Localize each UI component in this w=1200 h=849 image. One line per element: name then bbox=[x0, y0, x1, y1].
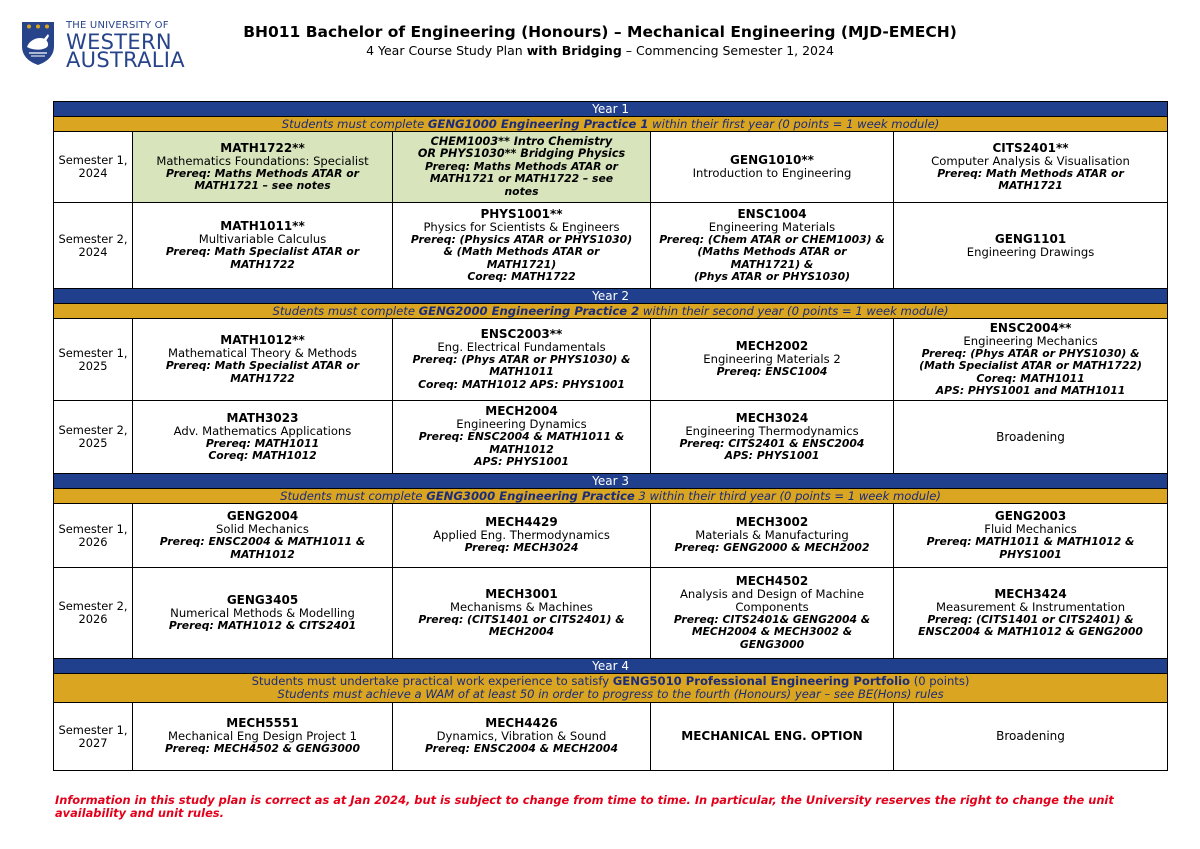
unit-cell bbox=[393, 132, 651, 203]
unit-prerequisite: Prereq: ENSC1004 bbox=[716, 365, 828, 379]
unit-name: Engineering Dynamics bbox=[456, 417, 587, 432]
subtitle-part2: – Commencing Semester 1, 2024 bbox=[621, 43, 834, 58]
requirement-bold-text: GENG2000 Engineering Practice 2 bbox=[418, 303, 640, 318]
unit-name: Multivariable Calculus bbox=[198, 232, 327, 246]
requirement-post-text: 3 within their third year (0 points = 1 week module) bbox=[634, 488, 941, 503]
unit-code: PHYS1001** bbox=[480, 206, 563, 221]
requirement-bold-text: GENG5010 Professional Engineering Portfolio bbox=[612, 674, 911, 688]
unit-code: MATH1722** bbox=[220, 140, 305, 155]
requirement-pre-text: Students must undertake practical work experience to satisfy bbox=[251, 674, 613, 688]
unit-prerequisite: (Phys ATAR or PHYS1030) bbox=[693, 270, 851, 283]
year-requirement-note bbox=[54, 674, 1168, 703]
unit-cell bbox=[393, 401, 651, 474]
unit-code: ENSC1004 bbox=[737, 206, 807, 221]
unit-prerequisite: Prereq: Maths Methods ATAR or bbox=[424, 159, 618, 173]
year-header-row bbox=[54, 289, 1168, 304]
unit-prerequisite: Prereq: CITS2401& GENG2004 & bbox=[673, 612, 871, 626]
unit-cell bbox=[133, 504, 393, 568]
semester-row bbox=[54, 401, 1168, 474]
semester-label: Semester 2, 2024 bbox=[54, 203, 133, 289]
subtitle-part1: 4 Year Course Study Plan bbox=[366, 43, 527, 58]
requirement-bold-text: GENG1000 Engineering Practice 1 bbox=[427, 116, 649, 131]
unit-name: Mechanical Eng Design Project 1 bbox=[167, 729, 358, 744]
year-requirement-row bbox=[54, 304, 1168, 319]
unit-cell bbox=[393, 203, 651, 289]
unit-prerequisite: Coreq: MATH1011 bbox=[976, 371, 1085, 385]
year-requirement-row bbox=[54, 489, 1168, 504]
unit-prerequisite: Prereq: Math Methods ATAR or bbox=[937, 166, 1124, 180]
unit-cell bbox=[133, 401, 393, 474]
unit-code: CITS2401** bbox=[992, 140, 1069, 155]
requirement-post-text: (0 points) bbox=[910, 674, 970, 688]
semester-label: Semester 1, 2025 bbox=[54, 319, 133, 401]
requirement-pre-text: Students must complete bbox=[280, 488, 427, 503]
requirement-pre-text: Students must complete bbox=[281, 116, 428, 131]
unit-prerequisite: APS: PHYS1001 bbox=[474, 455, 569, 469]
unit-cell bbox=[133, 132, 393, 203]
option-unit: MECHANICAL ENG. OPTION bbox=[681, 729, 863, 743]
requirement-line bbox=[54, 118, 1167, 131]
logo-university-of: THE UNIVERSITY OF bbox=[66, 20, 169, 31]
semester-row bbox=[54, 504, 1168, 568]
unit-cell bbox=[651, 132, 894, 203]
unit-name: Analysis and Design of Machine Components bbox=[679, 586, 865, 614]
unit-prerequisite: MECH2004 bbox=[488, 625, 555, 638]
unit-prerequisite: Prereq: ENSC2004 & MATH1011 & bbox=[418, 430, 625, 444]
unit-cell bbox=[894, 319, 1168, 401]
year-label: Year 3 bbox=[54, 474, 1168, 489]
unit-code: GENG1101 bbox=[994, 231, 1067, 246]
unit-prerequisite: APS: PHYS1001 bbox=[724, 449, 820, 462]
unit-prerequisite: MATH1012 bbox=[230, 547, 295, 561]
unit-name: Measurement & Instrumentation bbox=[935, 599, 1126, 614]
unit-cell bbox=[894, 401, 1168, 474]
logo-australia: AUSTRALIA bbox=[66, 48, 185, 72]
semester-label: Semester 1, 2026 bbox=[54, 504, 133, 568]
unit-code: ENSC2004** bbox=[989, 320, 1072, 335]
semester-row bbox=[54, 132, 1168, 203]
unit-prerequisite: Prereq: ENSC2004 & MECH2004 bbox=[425, 742, 618, 756]
unit-prerequisite: Prereq: GENG2000 & MECH2002 bbox=[674, 541, 870, 555]
unit-name: Engineering Mechanics bbox=[963, 333, 1098, 348]
unit-name: Mechanisms & Machines bbox=[450, 599, 593, 614]
unit-code: MECH2002 bbox=[735, 339, 809, 354]
unit-prerequisite: ENSC2004 & MATH1012 & GENG2000 bbox=[918, 625, 1143, 638]
requirement-post-text: within their first year (0 points = 1 week module) bbox=[648, 116, 940, 131]
unit-code: MATH1012** bbox=[220, 333, 305, 347]
document-header bbox=[200, 22, 1000, 59]
unit-code: MECH3424 bbox=[994, 586, 1067, 601]
unit-code: GENG2003 bbox=[994, 509, 1067, 523]
year-header-row bbox=[54, 659, 1168, 674]
unit-cell bbox=[651, 568, 894, 659]
unit-prerequisite: GENG3000 bbox=[739, 637, 805, 651]
unit-prerequisite: Prereq: (Physics ATAR or PHYS1030) bbox=[410, 232, 633, 246]
university-logo bbox=[14, 16, 185, 72]
unit-prerequisite: Prereq: MATH1011 bbox=[205, 436, 320, 450]
requirement-line bbox=[54, 688, 1167, 701]
unit-prerequisite: APS: PHYS1001 and MATH1011 bbox=[935, 384, 1126, 397]
unit-prerequisite: Prereq: MECH4502 & GENG3000 bbox=[165, 742, 360, 756]
semester-label: Semester 2, 2026 bbox=[54, 568, 133, 659]
unit-prerequisite: Coreq: MATH1722 bbox=[467, 270, 576, 283]
unit-name: Fluid Mechanics bbox=[984, 522, 1077, 536]
unit-prerequisite: Prereq: Maths Methods ATAR or bbox=[165, 166, 359, 180]
year-requirement-row bbox=[54, 117, 1168, 132]
year-label: Year 2 bbox=[54, 289, 1168, 304]
unit-code: GENG2004 bbox=[226, 509, 299, 523]
unit-cell bbox=[894, 203, 1168, 289]
unit-cell bbox=[894, 504, 1168, 568]
unit-prerequisite: Prereq: Math Specialist ATAR or bbox=[165, 245, 360, 258]
semester-row bbox=[54, 319, 1168, 401]
unit-prerequisite: (Math Specialist ATAR or MATH1722) bbox=[919, 359, 1142, 372]
unit-code: MECH4426 bbox=[485, 716, 558, 731]
unit-prerequisite: Coreq: MATH1012 APS: PHYS1001 bbox=[418, 377, 625, 391]
unit-cell bbox=[133, 568, 393, 659]
unit-prerequisite: Prereq: (Chem ATAR or CHEM1003) & bbox=[659, 232, 885, 246]
requirement-line bbox=[54, 305, 1167, 318]
unit-name: Engineering Thermodynamics bbox=[685, 423, 859, 438]
logo-western: WESTERN bbox=[66, 30, 172, 54]
unit-prerequisite: Prereq: (Phys ATAR or PHYS1030) & bbox=[921, 346, 1140, 360]
page-title: BH011 Bachelor of Engineering (Honours) – Mechanical Engineering (MJD-EMECH) bbox=[243, 23, 957, 41]
unit-cell bbox=[651, 401, 894, 474]
unit-code: MECH4502 bbox=[735, 573, 809, 588]
requirement-bold-text: GENG3000 Engineering Practice bbox=[426, 488, 635, 503]
requirement-pre-text: Students must complete bbox=[272, 303, 419, 318]
year-header-row bbox=[54, 474, 1168, 489]
requirement-line bbox=[54, 490, 1167, 503]
requirement-pre-text: Students must achieve a WAM of at least 50 in order to progress to the fourth (Honours) year – see BE(Hons) rules bbox=[277, 687, 944, 701]
unit-code-alt: OR PHYS1030** Bridging Physics bbox=[417, 147, 626, 161]
unit-name: Engineering Materials 2 bbox=[703, 352, 841, 367]
unit-prerequisite: Prereq: MECH3024 bbox=[464, 541, 579, 555]
unit-name: Engineering Materials bbox=[708, 219, 836, 234]
year-label: Year 4 bbox=[54, 659, 1168, 674]
unit-code: GENG3405 bbox=[226, 592, 299, 607]
year-requirement-note bbox=[54, 489, 1168, 504]
unit-name: Engineering Drawings bbox=[966, 244, 1095, 259]
unit-prerequisite: Prereq: (CITS1401 or CITS2401) & bbox=[927, 612, 1134, 626]
unit-prerequisite: Prereq: Math Specialist ATAR or bbox=[165, 359, 360, 372]
unit-name: Mathematical Theory & Methods bbox=[168, 346, 357, 360]
unit-name: Solid Mechanics bbox=[216, 522, 309, 536]
unit-cell bbox=[651, 319, 894, 401]
unit-cell bbox=[651, 203, 894, 289]
unit-code: MECH3002 bbox=[735, 515, 809, 530]
unit-code: MECH2004 bbox=[485, 404, 558, 419]
subtitle-bold: with Bridging bbox=[526, 43, 622, 58]
unit-prerequisite: MATH1721) bbox=[486, 257, 557, 271]
unit-code: MATH1011** bbox=[220, 219, 305, 233]
unit-cell bbox=[133, 203, 393, 289]
semester-label: Semester 2, 2025 bbox=[54, 401, 133, 474]
study-plan-table bbox=[53, 101, 1168, 771]
unit-prerequisite: MATH1722 bbox=[230, 371, 295, 385]
unit-cell bbox=[133, 703, 393, 771]
unit-code: CHEM1003** Intro Chemistry bbox=[430, 134, 613, 148]
semester-row bbox=[54, 703, 1168, 771]
semester-row bbox=[54, 568, 1168, 659]
requirement-post-text: within their second year (0 points = 1 week module) bbox=[639, 303, 949, 318]
unit-prerequisite: Prereq: (CITS1401 or CITS2401) & bbox=[418, 612, 625, 626]
unit-prerequisite: MECH2004 & MECH3002 & bbox=[691, 625, 853, 639]
unit-code: ENSC2003** bbox=[480, 326, 563, 341]
unit-prerequisite: Prereq: ENSC2004 & MATH1011 & bbox=[159, 535, 366, 548]
semester-row bbox=[54, 203, 1168, 289]
unit-prerequisite: (Maths Methods ATAR or bbox=[697, 245, 847, 258]
year-header-row bbox=[54, 102, 1168, 117]
unit-prerequisite: notes bbox=[504, 184, 539, 198]
unit-cell bbox=[393, 703, 651, 771]
unit-name: Applied Eng. Thermodynamics bbox=[433, 528, 610, 543]
unit-prerequisite: Coreq: MATH1012 bbox=[208, 449, 317, 462]
semester-label: Semester 1, 2024 bbox=[54, 132, 133, 203]
unit-code: MECH3001 bbox=[485, 586, 558, 601]
unit-cell bbox=[393, 504, 651, 568]
unit-prerequisite: MATH1721 bbox=[998, 179, 1063, 192]
unit-prerequisite: Prereq: (Phys ATAR or PHYS1030) & bbox=[412, 352, 631, 366]
unit-prerequisite: MATH1722 bbox=[230, 257, 295, 271]
unit-name: Mathematics Foundations: Specialist bbox=[156, 153, 369, 168]
semester-label: Semester 1, 2027 bbox=[54, 703, 133, 771]
unit-cell bbox=[133, 319, 393, 401]
unit-name: Materials & Manufacturing bbox=[695, 528, 849, 543]
unit-prerequisite: MATH1721 – see notes bbox=[194, 179, 331, 192]
unit-prerequisite: MATH1012 bbox=[489, 442, 554, 456]
unit-code-alternatives bbox=[395, 136, 648, 161]
unit-name: Eng. Electrical Fundamentals bbox=[437, 339, 606, 354]
unit-name: Numerical Methods & Modelling bbox=[170, 605, 355, 620]
broadening-unit: Broadening bbox=[996, 729, 1065, 743]
unit-name: Physics for Scientists & Engineers bbox=[423, 219, 620, 234]
unit-cell bbox=[651, 504, 894, 568]
unit-code: MECH5551 bbox=[226, 716, 299, 731]
unit-code: GENG1010** bbox=[730, 153, 814, 167]
unit-name: Dynamics, Vibration & Sound bbox=[436, 729, 607, 744]
year-requirement-row bbox=[54, 674, 1168, 703]
unit-name: Introduction to Engineering bbox=[692, 166, 852, 180]
unit-prerequisite: Prereq: MATH1012 & CITS2401 bbox=[168, 618, 357, 632]
year-requirement-note bbox=[54, 304, 1168, 319]
unit-cell bbox=[651, 703, 894, 771]
year-requirement-note bbox=[54, 117, 1168, 132]
footer-disclaimer: Information in this study plan is correct as at Jan 2024, but is subject to change from time to time. In particular, the University reserves the right to change the unit availability and unit rules. bbox=[55, 793, 1114, 820]
unit-cell bbox=[393, 568, 651, 659]
unit-prerequisite: MATH1721 or MATH1722 – see bbox=[429, 172, 614, 186]
unit-cell bbox=[894, 132, 1168, 203]
unit-code: MECH4429 bbox=[485, 515, 558, 530]
page-subtitle bbox=[200, 42, 1000, 59]
unit-name: Computer Analysis & Visualisation bbox=[931, 153, 1130, 168]
unit-code: MATH3023 bbox=[226, 410, 299, 425]
unit-prerequisite: & (Math Methods ATAR or bbox=[443, 245, 600, 258]
unit-prerequisite: Prereq: MATH1011 & MATH1012 & bbox=[926, 535, 1135, 548]
unit-name: Adv. Mathematics Applications bbox=[173, 423, 352, 438]
broadening-unit: Broadening bbox=[996, 429, 1065, 444]
unit-prerequisite: PHYS1001 bbox=[999, 547, 1062, 561]
unit-cell bbox=[894, 568, 1168, 659]
unit-prerequisite: MATH1011 bbox=[489, 365, 554, 379]
crest-icon bbox=[20, 20, 56, 66]
year-label: Year 1 bbox=[54, 102, 1168, 117]
unit-prerequisite: MATH1721) & bbox=[730, 257, 814, 271]
unit-prerequisite: Prereq: CITS2401 & ENSC2004 bbox=[679, 436, 865, 450]
unit-code: MECH3024 bbox=[735, 410, 809, 425]
unit-cell bbox=[393, 319, 651, 401]
unit-cell bbox=[894, 703, 1168, 771]
